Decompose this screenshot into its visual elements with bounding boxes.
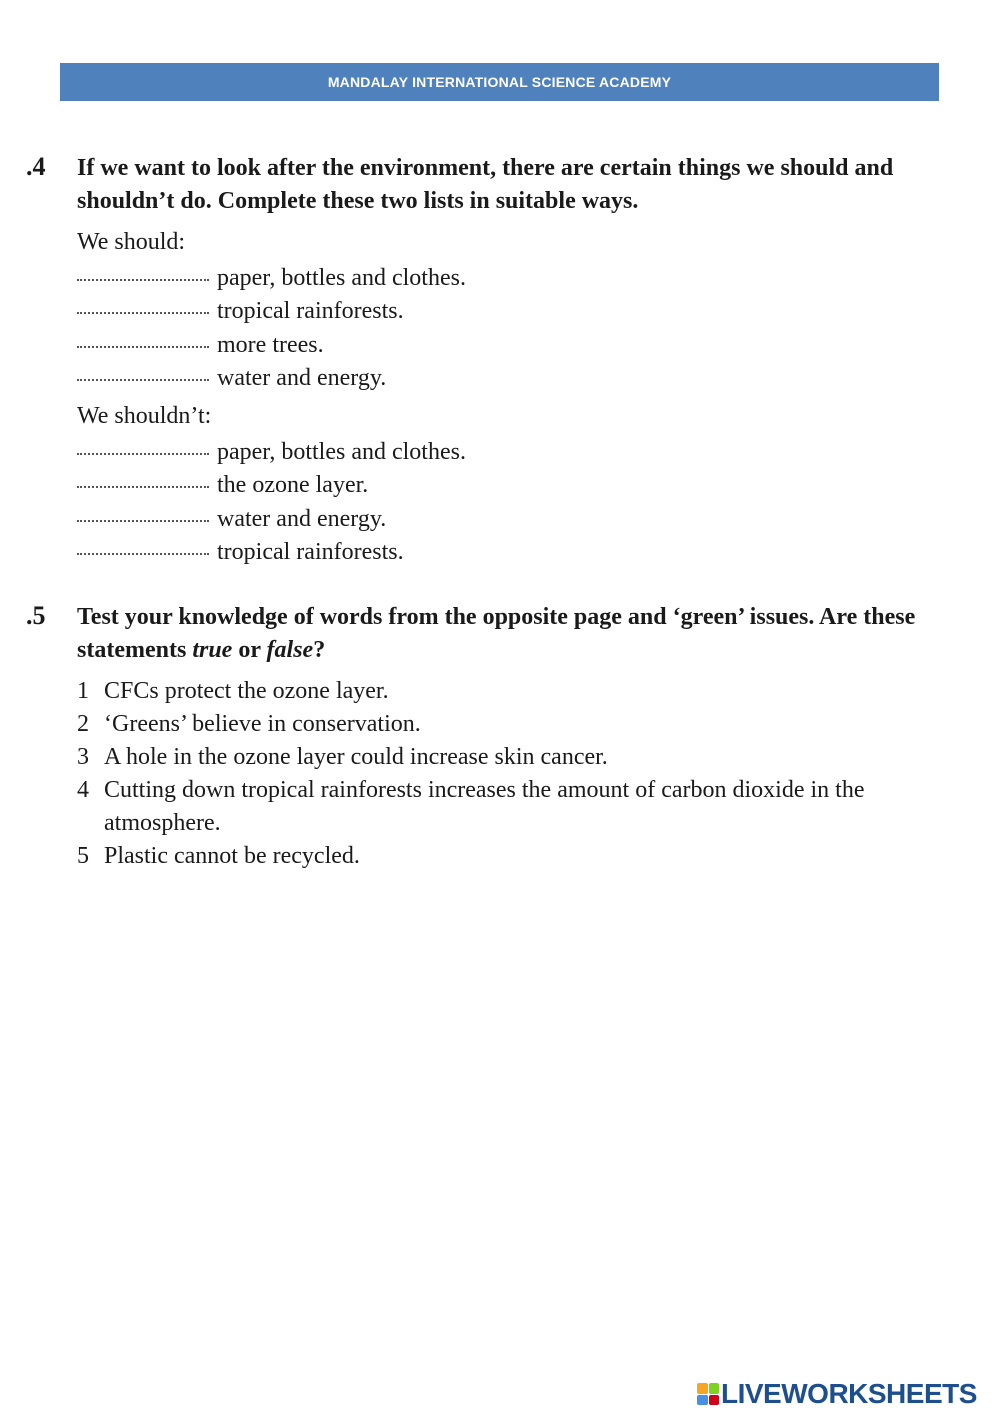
school-header-banner: [60, 63, 939, 101]
statement-text: ‘Greens’ believe in conservation.: [104, 711, 421, 737]
answer-blank[interactable]: [77, 502, 209, 526]
should-heading: We should:: [77, 229, 186, 255]
should-item-1: [77, 261, 466, 293]
shouldnt-item-1: [77, 435, 466, 467]
exercise-5-instruction: [77, 601, 917, 667]
statement-1: [77, 675, 924, 708]
logo-square: [709, 1383, 720, 1394]
answer-blank[interactable]: [77, 328, 209, 352]
should-item-text: more trees.: [217, 332, 324, 358]
shouldnt-item-4: [77, 535, 404, 567]
statement-number: 2: [77, 711, 89, 737]
statement-text: Plastic cannot be recycled.: [104, 843, 360, 869]
instruction-text: Test your knowledge of words from the opposite page and ‘green’ issues. Are these statements: [77, 604, 916, 663]
statement-text: CFCs protect the ozone layer.: [104, 678, 389, 704]
shouldnt-item-text: tropical rainforests.: [217, 539, 404, 565]
true-word: true: [192, 637, 233, 663]
should-item-2: [77, 294, 404, 326]
shouldnt-item-text: paper, bottles and clothes.: [217, 439, 466, 465]
logo-square: [697, 1395, 708, 1406]
should-item-text: water and energy.: [217, 365, 387, 391]
logo-square: [697, 1383, 708, 1394]
logo-mark-icon: [697, 1383, 719, 1405]
shouldnt-item-text: the ozone layer.: [217, 472, 369, 498]
question-mark: ?: [313, 637, 326, 663]
statement-3: [77, 741, 924, 774]
school-name: MANDALAY INTERNATIONAL SCIENCE ACADEMY: [327, 74, 672, 90]
statement-number: 1: [77, 678, 89, 704]
statement-number: 3: [77, 744, 89, 770]
answer-blank[interactable]: [77, 361, 209, 385]
liveworksheets-logo: [697, 1377, 977, 1411]
exercise-4-instruction: If we want to look after the environment, there are certain things we should and shouldn’t do. Complete these two lists in suitable ways.: [77, 155, 894, 214]
exercise-4-number: .4: [26, 152, 46, 181]
answer-blank[interactable]: [77, 261, 209, 285]
statement-4: [77, 774, 924, 840]
false-word: false: [266, 637, 314, 663]
logo-square: [709, 1395, 720, 1406]
statement-5: [77, 840, 924, 873]
answer-blank[interactable]: [77, 294, 209, 318]
or-word: or: [232, 637, 267, 663]
exercise-5-number: .5: [26, 601, 46, 630]
should-item-3: [77, 328, 324, 360]
should-item-text: tropical rainforests.: [217, 298, 404, 324]
statement-2: [77, 708, 924, 741]
shouldnt-heading: We shouldn’t:: [77, 403, 212, 429]
should-item-text: paper, bottles and clothes.: [217, 265, 466, 291]
statement-number: 5: [77, 843, 89, 869]
statement-number: 4: [77, 777, 89, 803]
statement-text: Cutting down tropical rainforests increases the amount of carbon dioxide in the atmosphere.: [104, 777, 865, 836]
logo-text: LIVEWORKSHEETS: [721, 1378, 977, 1409]
should-item-4: [77, 361, 386, 393]
answer-blank[interactable]: [77, 468, 209, 492]
shouldnt-item-text: water and energy.: [217, 506, 387, 532]
shouldnt-item-2: [77, 468, 368, 500]
answer-blank[interactable]: [77, 435, 209, 459]
statement-text: A hole in the ozone layer could increase skin cancer.: [104, 744, 608, 770]
shouldnt-item-3: [77, 502, 386, 534]
answer-blank[interactable]: [77, 535, 209, 559]
